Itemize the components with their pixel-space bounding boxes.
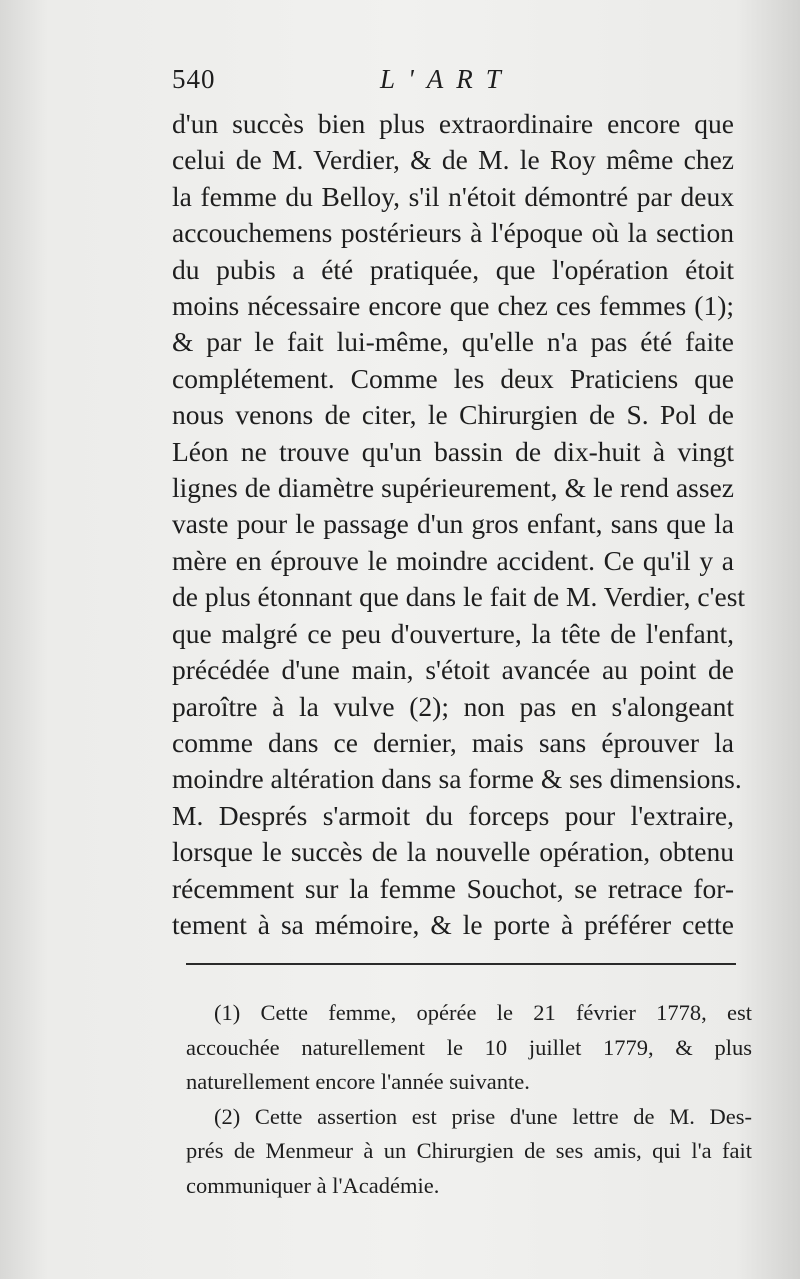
text-line: récemment sur la femme Souchot, se retrace for- xyxy=(172,872,734,904)
text-line: la femme du Belloy, s'il n'étoit démontré par deux xyxy=(172,180,734,212)
text-line: M. Després s'armoit du forceps pour l'extraire, xyxy=(172,799,734,831)
text-line: que malgré ce peu d'ouverture, la tête de l'enfant, xyxy=(172,617,734,649)
text-line: du pubis a été pratiquée, que l'opération étoit xyxy=(172,253,734,285)
text-line: lignes de diamètre supérieurement, & le rend assez xyxy=(172,472,734,504)
footnote-divider xyxy=(186,963,736,965)
text-line: complétement. Comme les deux Praticiens que xyxy=(172,362,734,394)
text-line: Léon ne trouve qu'un bassin de dix-huit à vingt xyxy=(172,435,734,467)
text-line: tement à sa mémoire, & le porte à préférer cette xyxy=(172,908,734,940)
footnote-line: (2) Cette assertion est prise d'une lettre de M. Des- xyxy=(214,1103,752,1129)
footnote-line: accouchée naturellement le 10 juillet 1779, & plus xyxy=(186,1034,752,1060)
text-line: vaste pour le passage d'un gros enfant, sans que la xyxy=(172,508,734,540)
text-line: de plus étonnant que dans le fait de M. Verdier, c'est xyxy=(172,581,746,613)
footnote-line: communiquer à l'Académie. xyxy=(186,1172,440,1198)
text-line: précédée d'une main, s'étoit avancée au point de xyxy=(172,654,734,686)
text-line: paroître à la vulve (2); non pas en s'alongeant xyxy=(172,690,734,722)
text-line: lorsque le succès de la nouvelle opération, obtenu xyxy=(172,836,734,868)
page-header xyxy=(172,64,732,104)
text-line: moindre altération dans sa forme & ses dimensions. xyxy=(172,763,742,795)
footnote-line: naturellement encore l'année suivante. xyxy=(186,1069,530,1094)
text-line: celui de M. Verdier, & de M. le Roy même chez xyxy=(172,144,734,176)
main-text xyxy=(172,106,746,943)
text-line: comme dans ce dernier, mais sans éprouver la xyxy=(172,726,734,758)
text-line: & par le fait lui-même, qu'elle n'a pas été faite xyxy=(172,326,734,358)
text-line: moins nécessaire encore que chez ces femmes (1); xyxy=(172,290,734,322)
footnote-line: (1) Cette femme, opérée le 21 février 1778, est xyxy=(214,1000,752,1025)
footnotes xyxy=(186,996,752,1203)
text-line: d'un succès bien plus extraordinaire encore que xyxy=(172,108,734,139)
text-line: mère en éprouve le moindre accident. Ce qu'il y a xyxy=(172,544,734,576)
footnote-line: prés de Menmeur à un Chirurgien de ses amis, qui l'a fait xyxy=(186,1138,752,1163)
text-line: nous venons de citer, le Chirurgien de S. Pol de xyxy=(172,399,734,431)
running-title: L'ART xyxy=(380,64,514,94)
text-line: accouchemens postérieurs à l'époque où la section xyxy=(172,217,734,249)
page-number: 540 xyxy=(172,64,216,94)
